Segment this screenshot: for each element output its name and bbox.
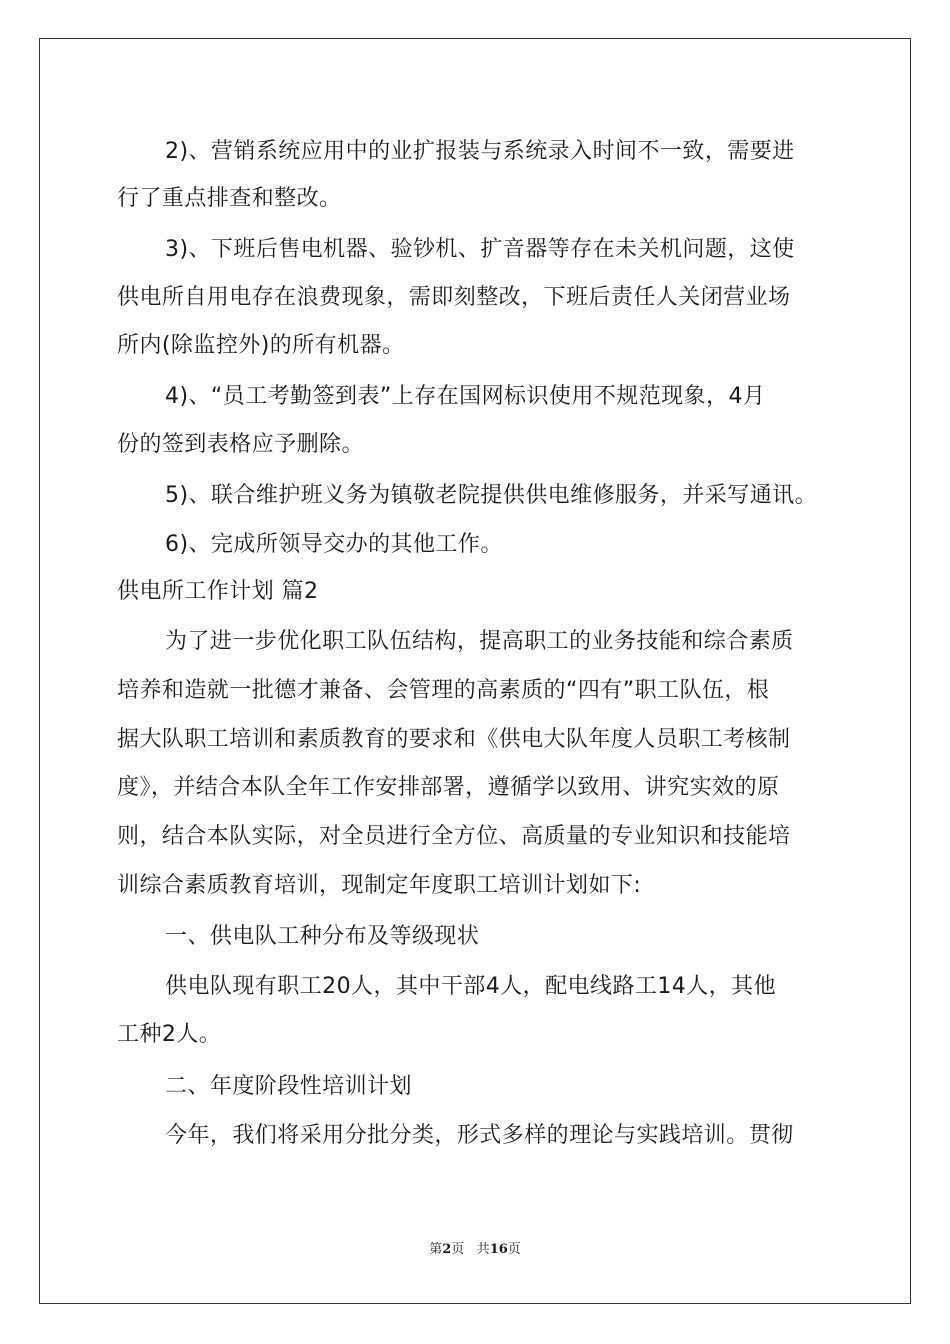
paragraph-line: 行了重点排查和整改。 (117, 186, 342, 211)
paragraph-line: 所内(除监控外)的所有机器。 (117, 333, 405, 358)
page-footer (0, 1242, 950, 1258)
page-suffix: 页 (451, 1242, 465, 1257)
paragraph-line: 据大队职工培训和素质教育的要求和《供电大队年度人员职工考核制 (117, 727, 791, 752)
paragraph-line: 2)、营销系统应用中的业扩报装与系统录入时间不一致，需要进 (165, 139, 795, 164)
paragraph-line: 今年，我们将采用分批分类，形式多样的理论与实践培训。贯彻 (165, 1123, 794, 1148)
paragraph-line: 份的签到表格应予删除。 (117, 432, 364, 457)
paragraph-line: 4)、“员工考勤签到表”上存在国网标识使用不规范现象，4月 (165, 384, 766, 409)
paragraph-line: 3)、下班后售电机器、验钞机、扩音器等存在未关机问题，这使 (165, 237, 795, 262)
page-border (39, 38, 911, 1304)
paragraph-line: 为了进一步优化职工队伍结构，提高职工的业务技能和综合素质 (165, 629, 794, 654)
paragraph-line: 度》，并结合本队全年工作安排部署，遵循学以致用、讲究实效的原 (117, 775, 780, 800)
section-heading: 供电所工作计划 篇2 (117, 579, 319, 604)
paragraph-line: 培养和造就一批德才兼备、会管理的高素质的“四有”职工队伍，根 (117, 678, 770, 703)
paragraph-line: 供电所自用电存在浪费现象，需即刻整改，下班后责任人关闭营业场 (117, 285, 791, 310)
paragraph-line: 训综合素质教育培训，现制定年度职工培训计划如下: (117, 873, 642, 898)
subheading: 一、供电队工种分布及等级现状 (165, 924, 480, 949)
paragraph-line: 供电队现有职工20人，其中干部4人，配电线路工14人，其他 (165, 974, 777, 999)
page-prefix: 第 (429, 1242, 443, 1257)
page-number: 2 (442, 1242, 452, 1257)
paragraph-line: 5)、联合维护班义务为镇敬老院提供供电维修服务，并采写通讯。 (165, 483, 818, 508)
total-suffix: 页 (507, 1242, 521, 1257)
paragraph-line: 6)、完成所领导交办的其他工作。 (165, 532, 503, 557)
paragraph-line: 工种2人。 (117, 1022, 222, 1047)
paragraph-line: 则，结合本队实际，对全员进行全方位、高质量的专业知识和技能培 (117, 824, 791, 849)
total-prefix: 共 (476, 1242, 490, 1257)
subheading: 二、年度阶段性培训计划 (165, 1074, 412, 1099)
total-pages: 16 (489, 1242, 508, 1257)
